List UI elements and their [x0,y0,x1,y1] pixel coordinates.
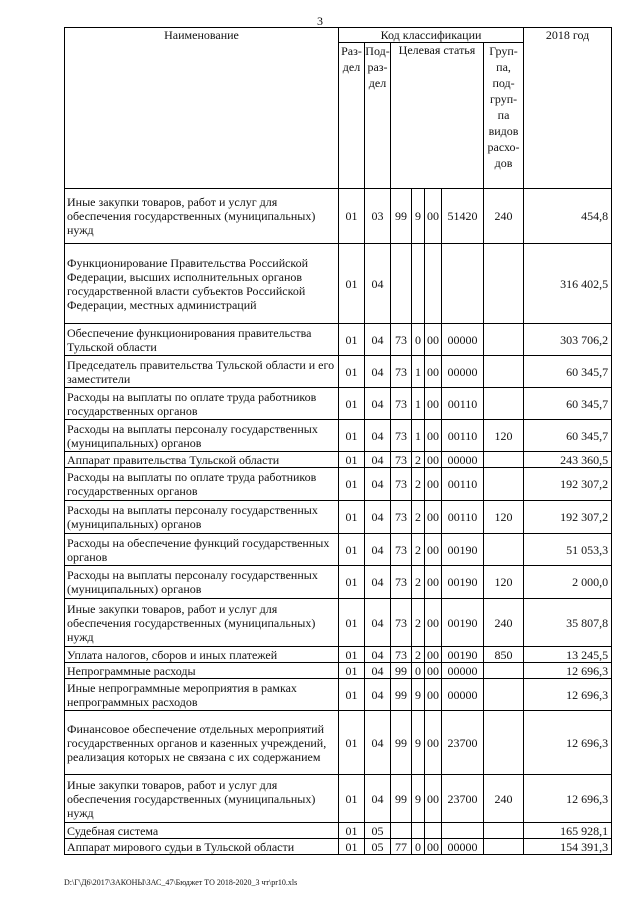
row-amount: 60 345,7 [524,388,612,420]
table-row [65,189,612,244]
row-name: Функционирование Правительства Российской Федерации, высших исполнительных органов государственной власти субъектов Российской Федерации, местных администраций [65,244,339,324]
row-amount: 192 307,2 [524,501,612,534]
row-target-program: 73 [391,501,412,534]
row-target-direction [442,244,484,324]
row-target-program [391,244,412,324]
row-podrazdel: 04 [365,388,391,420]
row-target-program: 99 [391,663,412,679]
row-target-program: 73 [391,324,412,356]
row-target-subprogram: 1 [412,420,425,452]
row-target-program: 73 [391,452,412,468]
row-podrazdel: 04 [365,501,391,534]
row-group [484,663,524,679]
row-amount: 12 696,3 [524,663,612,679]
table-row [65,501,612,534]
row-target-main: 00 [425,388,442,420]
row-name: Аппарат мирового судьи в Тульской области [65,839,339,855]
row-target-main: 00 [425,420,442,452]
row-target-direction: 00110 [442,501,484,534]
row-podrazdel: 04 [365,679,391,711]
row-name: Аппарат правительства Тульской области [65,452,339,468]
row-target-direction: 23700 [442,775,484,823]
header-group: Груп- па, под- груп- па видов расхо- дов [484,43,524,189]
row-razdel: 01 [339,839,365,855]
row-target-program: 73 [391,356,412,388]
row-razdel: 01 [339,189,365,244]
row-podrazdel: 05 [365,823,391,839]
row-amount: 60 345,7 [524,420,612,452]
row-group [484,823,524,839]
table-row [65,599,612,647]
row-target-subprogram: 9 [412,679,425,711]
row-target-program: 99 [391,189,412,244]
row-target-subprogram: 2 [412,452,425,468]
row-target-direction: 00190 [442,534,484,566]
row-target-subprogram: 0 [412,663,425,679]
table-row [65,775,612,823]
row-target-subprogram [412,823,425,839]
row-group [484,324,524,356]
row-razdel: 01 [339,647,365,663]
row-target-main: 00 [425,711,442,775]
row-group [484,468,524,501]
row-group [484,839,524,855]
row-target-main: 00 [425,468,442,501]
row-target-direction: 00000 [442,324,484,356]
row-group: 120 [484,566,524,599]
row-podrazdel: 04 [365,663,391,679]
row-target-subprogram: 2 [412,501,425,534]
row-target-direction: 00190 [442,599,484,647]
row-target-program: 73 [391,647,412,663]
row-group: 120 [484,501,524,534]
row-group [484,244,524,324]
row-razdel: 01 [339,775,365,823]
row-amount: 12 696,3 [524,679,612,711]
row-amount: 316 402,5 [524,244,612,324]
row-amount: 51 053,3 [524,534,612,566]
row-group: 240 [484,189,524,244]
row-razdel: 01 [339,388,365,420]
row-razdel: 01 [339,599,365,647]
table-row [65,823,612,839]
row-name: Расходы на обеспечение функций государственных органов [65,534,339,566]
table-body [65,189,612,855]
row-target-subprogram [412,244,425,324]
row-target-direction: 00110 [442,468,484,501]
row-razdel: 01 [339,679,365,711]
row-amount: 165 928,1 [524,823,612,839]
row-target-subprogram: 9 [412,711,425,775]
row-amount: 35 807,8 [524,599,612,647]
row-target-program: 73 [391,534,412,566]
row-podrazdel: 04 [365,711,391,775]
header-year: 2018 год [524,28,612,189]
row-target-subprogram: 0 [412,324,425,356]
row-target-direction [442,823,484,839]
row-name: Иные закупки товаров, работ и услуг для обеспечения государственных (муниципальных) нужд [65,775,339,823]
row-name: Непрограммные расходы [65,663,339,679]
row-target-main [425,823,442,839]
table-row [65,452,612,468]
row-razdel: 01 [339,663,365,679]
row-podrazdel: 04 [365,775,391,823]
row-name: Расходы на выплаты по оплате труда работников государственных органов [65,388,339,420]
row-podrazdel: 04 [365,420,391,452]
row-target-main [425,244,442,324]
row-target-main: 00 [425,534,442,566]
table-row [65,711,612,775]
row-target-program: 99 [391,775,412,823]
row-target-main: 00 [425,356,442,388]
row-target-direction: 00110 [442,388,484,420]
row-razdel: 01 [339,711,365,775]
header-razdel: Раз- дел [339,43,365,189]
row-target-main: 00 [425,452,442,468]
row-amount: 12 696,3 [524,711,612,775]
row-name: Иные закупки товаров, работ и услуг для обеспечения государственных (муниципальных) нужд [65,189,339,244]
row-target-direction: 00000 [442,356,484,388]
row-target-direction: 00000 [442,663,484,679]
row-group [484,534,524,566]
row-target-direction: 23700 [442,711,484,775]
row-razdel: 01 [339,534,365,566]
table-row [65,647,612,663]
row-group [484,679,524,711]
row-amount: 454,8 [524,189,612,244]
row-target-main: 00 [425,663,442,679]
row-name: Уплата налогов, сборов и иных платежей [65,647,339,663]
row-target-subprogram: 2 [412,468,425,501]
row-target-program: 73 [391,468,412,501]
row-target-program: 73 [391,420,412,452]
row-podrazdel: 04 [365,244,391,324]
header-name: Наименование [65,28,339,189]
row-target-program: 73 [391,388,412,420]
row-razdel: 01 [339,420,365,452]
row-amount: 60 345,7 [524,356,612,388]
row-target-main: 00 [425,775,442,823]
row-target-main: 00 [425,189,442,244]
row-target-direction: 00190 [442,566,484,599]
row-target-subprogram: 9 [412,775,425,823]
row-amount: 13 245,5 [524,647,612,663]
row-podrazdel: 04 [365,534,391,566]
table-row [65,839,612,855]
row-target-main: 00 [425,839,442,855]
table-row [65,663,612,679]
row-target-direction: 00000 [442,679,484,711]
row-target-subprogram: 1 [412,356,425,388]
row-amount: 12 696,3 [524,775,612,823]
header-podrazdel: Под- раз- дел [365,43,391,189]
row-target-direction: 00000 [442,452,484,468]
row-podrazdel: 04 [365,452,391,468]
row-amount: 192 307,2 [524,468,612,501]
row-target-main: 00 [425,679,442,711]
row-target-direction: 00000 [442,839,484,855]
row-group: 240 [484,599,524,647]
table-row [65,420,612,452]
header-code: Код классификации [339,28,524,43]
row-name: Расходы на выплаты персоналу государственных (муниципальных) органов [65,566,339,599]
row-razdel: 01 [339,244,365,324]
row-target-program: 77 [391,839,412,855]
row-podrazdel: 04 [365,356,391,388]
row-target-main: 00 [425,324,442,356]
row-target-main: 00 [425,599,442,647]
row-name: Расходы на выплаты персоналу государственных (муниципальных) органов [65,501,339,534]
row-razdel: 01 [339,566,365,599]
table-row [65,566,612,599]
row-podrazdel: 04 [365,324,391,356]
row-name: Расходы на выплаты по оплате труда работников государственных органов [65,468,339,501]
row-target-program [391,823,412,839]
row-name: Расходы на выплаты персоналу государственных (муниципальных) органов [65,420,339,452]
row-podrazdel: 04 [365,647,391,663]
row-group [484,388,524,420]
table-row [65,468,612,501]
table-row [65,388,612,420]
row-podrazdel: 05 [365,839,391,855]
row-target-direction: 00190 [442,647,484,663]
file-path-footer: D:\Г\Д6\2017\ЗАКОНЫ\ЗАС_47\Бюджет ТО 2018-2020_3 чт\pr10.xls [64,878,298,887]
page-number: 3 [317,14,323,28]
row-target-subprogram: 2 [412,566,425,599]
row-razdel: 01 [339,501,365,534]
row-target-program: 73 [391,566,412,599]
row-group: 240 [484,775,524,823]
row-razdel: 01 [339,324,365,356]
row-target-subprogram: 2 [412,599,425,647]
row-group [484,711,524,775]
row-group [484,356,524,388]
row-target-main: 00 [425,501,442,534]
row-amount: 243 360,5 [524,452,612,468]
header-target: Целевая статья [391,43,484,189]
row-target-subprogram: 9 [412,189,425,244]
row-razdel: 01 [339,356,365,388]
row-podrazdel: 03 [365,189,391,244]
row-podrazdel: 04 [365,566,391,599]
row-amount: 154 391,3 [524,839,612,855]
table-row [65,244,612,324]
row-razdel: 01 [339,468,365,501]
row-name: Обеспечение функционирования правительства Тульской области [65,324,339,356]
row-amount: 303 706,2 [524,324,612,356]
row-target-subprogram: 2 [412,534,425,566]
row-target-main: 00 [425,566,442,599]
row-group: 120 [484,420,524,452]
row-target-main: 00 [425,647,442,663]
row-podrazdel: 04 [365,599,391,647]
row-target-subprogram: 2 [412,647,425,663]
row-target-subprogram: 1 [412,388,425,420]
row-name: Финансовое обеспечение отдельных мероприятий государственных органов и казенных учреждений, реализация которых не связана с их содержанием [65,711,339,775]
row-target-direction: 51420 [442,189,484,244]
table-row [65,324,612,356]
row-group [484,452,524,468]
row-target-program: 99 [391,679,412,711]
row-name: Председатель правительства Тульской области и его заместители [65,356,339,388]
table-row [65,679,612,711]
budget-table [64,27,612,855]
row-target-program: 99 [391,711,412,775]
row-name: Иные непрограммные мероприятия в рамках непрограммных расходов [65,679,339,711]
row-name: Иные закупки товаров, работ и услуг для обеспечения государственных (муниципальных) нужд [65,599,339,647]
row-razdel: 01 [339,452,365,468]
table-row [65,356,612,388]
table-row [65,534,612,566]
row-podrazdel: 04 [365,468,391,501]
row-target-direction: 00110 [442,420,484,452]
row-target-subprogram: 0 [412,839,425,855]
row-target-program: 73 [391,599,412,647]
row-amount: 2 000,0 [524,566,612,599]
row-razdel: 01 [339,823,365,839]
row-name: Судебная система [65,823,339,839]
row-group: 850 [484,647,524,663]
